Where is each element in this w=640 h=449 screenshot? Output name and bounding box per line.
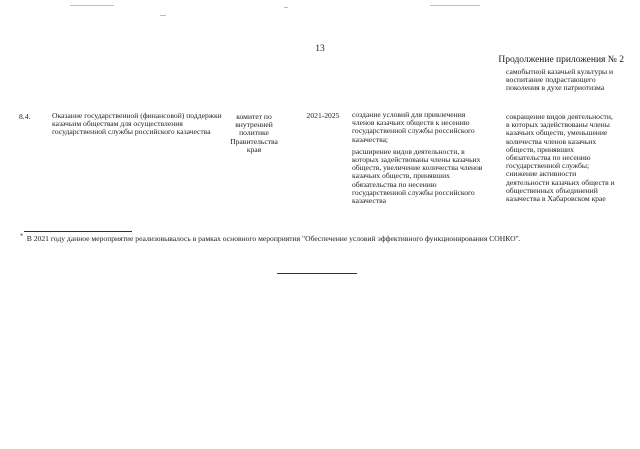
scan-mark	[430, 5, 480, 6]
continuation-header: Продолжение приложения № 2	[498, 55, 624, 65]
result-item: сокращение видов деятельности, в которых задействованы члены казачьих обществ, уменьшение количества членов казачьих обществ, принявших обязательства по несению государственной службы;	[506, 112, 613, 171]
task-item: расширение видов деятельности, в которых задействованы члены казачьих обществ, увеличение количества членов казачьих обществ, принявших обязательства по несению государственной службы российского казачества	[352, 146, 483, 206]
footnote	[20, 235, 618, 243]
row-number: 8.4.	[19, 112, 31, 121]
task-item: создание условий для привлечения членов казачьих обществ к несению государственной службы российского казачества;	[352, 110, 475, 144]
scan-mark	[160, 15, 166, 16]
result-item: снижение активности деятельности казачьих обществ и общественных объединений казачества в Хабаровском крае	[506, 169, 615, 204]
period: 2021-2025	[306, 111, 340, 120]
footnote-text: В 2021 году данное мероприятие реализовывалось в рамках основного мероприятия "Обеспечение условий эффективного функционирования СОНКО".	[26, 234, 521, 243]
end-divider	[277, 273, 357, 274]
tasks-cell	[352, 111, 484, 209]
results-cell	[506, 113, 618, 203]
activity-name: Оказание государственной (финансовой) поддержки казачьим обществам для осуществления государственной службы российского казачества	[52, 111, 222, 137]
scan-mark	[70, 5, 114, 6]
footnote-marker: *	[20, 233, 23, 240]
scan-mark	[284, 7, 288, 8]
executor: комитет по внутренней политике Правительства края	[230, 112, 278, 154]
page-number: 13	[315, 44, 325, 54]
previous-row-results-tail: самобытной казачьей культуры и воспитание подрастающего поколения в духе патриотизма	[506, 67, 614, 93]
footnote-divider	[24, 231, 132, 232]
